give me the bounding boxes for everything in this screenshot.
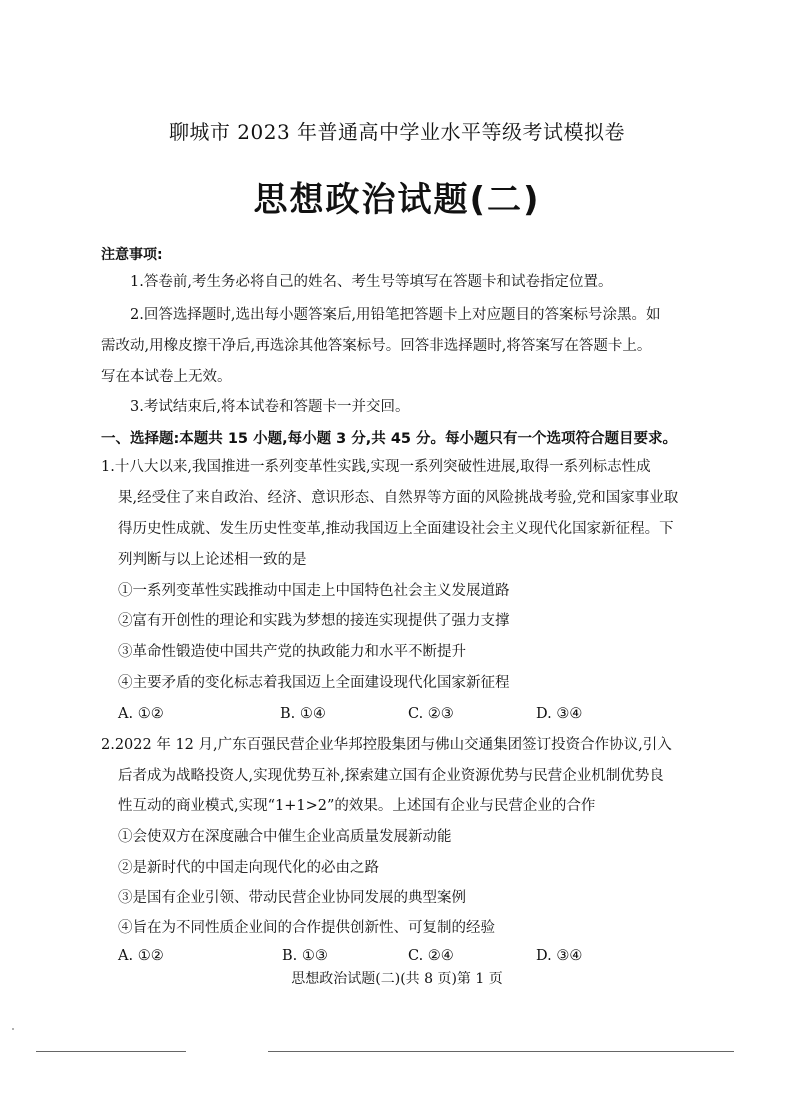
notice-heading: 注意事项: xyxy=(101,247,163,263)
q1-stem-line-2: 果,经受住了来自政治、经济、意识形态、自然界等方面的风险挑战考验,党和国家事业取 xyxy=(118,490,679,506)
q2-option-b: B. ①③ xyxy=(282,948,328,964)
notice-item-2: 2.回答选择题时,选出每小题答案后,用铅笔把答题卡上对应题目的答案标号涂黑。如 xyxy=(130,307,661,323)
q2-stem-line-3: 性互动的商业模式,实现“1+1>2”的效果。上述国有企业与民营企业的合作 xyxy=(118,798,596,814)
q1-statement-3: ③革命性锻造使中国共产党的执政能力和水平不断提升 xyxy=(118,644,466,660)
q1-stem-line-4: 列判断与以上论述相一致的是 xyxy=(118,552,307,568)
q2-statement-4: ④旨在为不同性质企业间的合作提供创新性、可复制的经验 xyxy=(118,920,495,936)
exam-subtitle: 聊城市 2023 年普通高中学业水平等级考试模拟卷 xyxy=(168,120,626,144)
notice-item-2-cont: 需改动,用橡皮擦干净后,再选涂其他答案标号。回答非选择题时,将答案写在答题卡上。 xyxy=(101,338,652,354)
scan-speck xyxy=(12,1028,14,1030)
q1-option-a: A. ①② xyxy=(118,706,164,722)
q1-statement-2: ②富有开创性的理论和实践为梦想的接连实现提供了强力支撑 xyxy=(118,613,510,629)
bottom-rule-right xyxy=(268,1051,734,1052)
q2-stem-line-2: 后者成为战略投资人,实现优势互补,探索建立国有企业资源优势与民营企业机制优势良 xyxy=(118,768,664,784)
q1-stem-line-3: 得历史性成就、发生历史性变革,推动我国迈上全面建设社会主义现代化国家新征程。下 xyxy=(118,521,674,537)
notice-item-3: 3.考试结束后,将本试卷和答题卡一并交回。 xyxy=(130,399,410,415)
notice-item-1: 1.答卷前,考生务必将自己的姓名、考生号等填写在答题卡和试卷指定位置。 xyxy=(130,274,613,290)
q2-statement-2: ②是新时代的中国走向现代化的必由之路 xyxy=(118,860,379,876)
q2-stem-line-1: 2.2022 年 12 月,广东百强民营企业华邦控股集团与佛山交通集团签订投资合作协议,引入 xyxy=(101,737,672,753)
page-footer: 思想政治试题(二)(共 8 页)第 1 页 xyxy=(291,971,503,987)
notice-item-2-end: 写在本试卷上无效。 xyxy=(101,369,232,385)
q1-statement-4: ④主要矛盾的变化标志着我国迈上全面建设现代化国家新征程 xyxy=(118,675,510,691)
exam-title: 思想政治试题(二) xyxy=(253,180,541,220)
q1-option-c: C. ②③ xyxy=(408,706,454,722)
q2-statement-1: ①会使双方在深度融合中催生企业高质量发展新动能 xyxy=(118,829,452,845)
bottom-rule-left xyxy=(36,1051,186,1052)
q1-option-d: D. ③④ xyxy=(536,706,583,722)
q1-stem-line-1: 1.十八大以来,我国推进一系列变革性实践,实现一系列突破性进展,取得一系列标志性成 xyxy=(101,459,651,475)
section-heading: 一、选择题:本题共 15 小题,每小题 3 分,共 45 分。每小题只有一个选项符合题目要求。 xyxy=(101,431,678,447)
q2-statement-3: ③是国有企业引领、带动民营企业协同发展的典型案例 xyxy=(118,890,466,906)
q2-option-d: D. ③④ xyxy=(536,948,583,964)
q1-option-b: B. ①④ xyxy=(280,706,326,722)
q2-option-c: C. ②④ xyxy=(408,948,454,964)
q2-option-a: A. ①② xyxy=(118,948,164,964)
q1-statement-1: ①一系列变革性实践推动中国走上中国特色社会主义发展道路 xyxy=(118,583,510,599)
